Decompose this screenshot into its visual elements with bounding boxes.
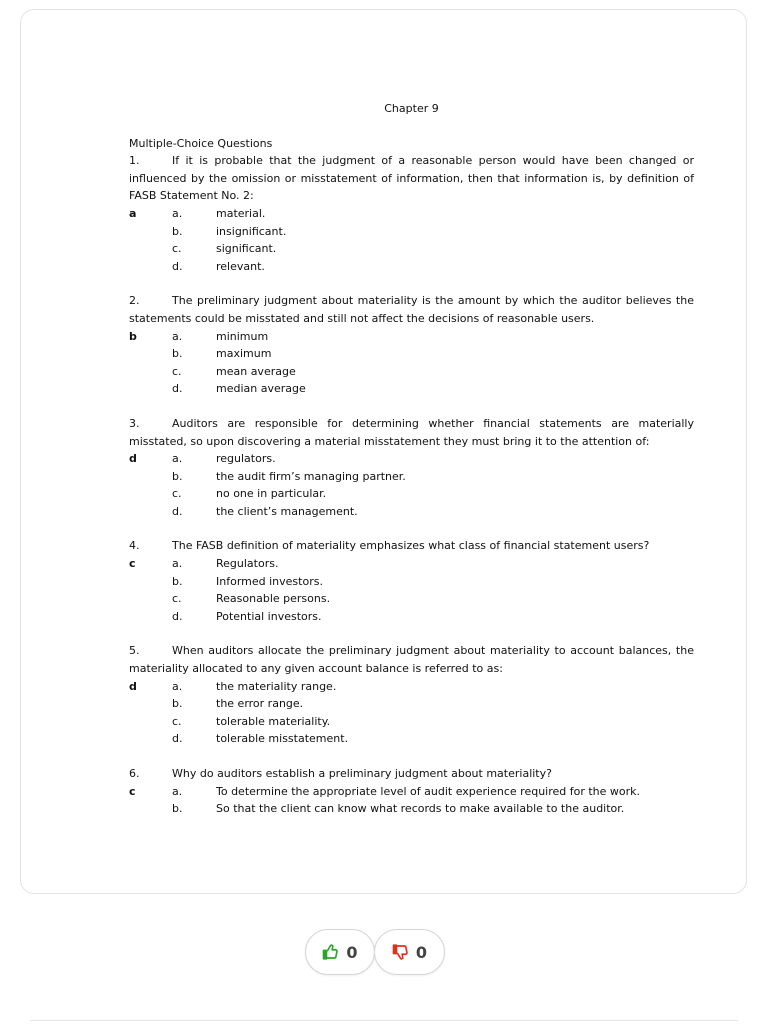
option-letter: a. [172, 452, 183, 466]
question-number: 1. [129, 154, 140, 168]
option-text: the error range. [216, 697, 304, 711]
option-letter: d. [172, 259, 183, 273]
correct-answer-key [129, 713, 172, 731]
correct-answer-key [129, 730, 172, 748]
correct-answer-key [129, 800, 172, 818]
answer-option [129, 363, 694, 381]
dislike-button[interactable] [374, 929, 445, 975]
question-block [129, 642, 694, 748]
answer-option [129, 468, 694, 486]
option-text: significant. [216, 242, 277, 256]
answer-option [129, 678, 694, 696]
question-block [129, 152, 694, 275]
question-block [129, 415, 694, 521]
question-stem [129, 537, 694, 555]
question-block [129, 292, 694, 398]
option-text: maximum [216, 347, 272, 361]
question-stem [129, 152, 694, 205]
option-letter: c. [172, 487, 182, 501]
answer-option [129, 205, 694, 223]
option-text: the client’s management. [216, 504, 358, 518]
correct-answer-key [129, 485, 172, 503]
answer-option [129, 485, 694, 503]
option-letter: b. [172, 224, 183, 238]
answer-option [129, 608, 694, 626]
option-letter: c. [172, 242, 182, 256]
answer-option [129, 328, 694, 346]
answer-option [129, 380, 694, 398]
option-text: no one in particular. [216, 487, 327, 501]
question-block [129, 537, 694, 625]
question-number: 3. [129, 416, 140, 430]
correct-answer-key [129, 573, 172, 591]
question-text: Auditors are responsible for determining whether financial statements are materially misstated, so upon discovering a material misstatement they must bring it to the attention of: [129, 416, 694, 448]
option-text: regulators. [216, 452, 276, 466]
answer-option [129, 730, 694, 748]
option-text: tolerable misstatement. [216, 732, 349, 746]
option-text: the materiality range. [216, 679, 337, 693]
question-stem [129, 415, 694, 450]
correct-answer-key: c [129, 557, 136, 571]
like-button[interactable] [305, 929, 375, 975]
answer-option [129, 345, 694, 363]
answer-option [129, 450, 694, 468]
correct-answer-key [129, 590, 172, 608]
option-text: the audit firm’s managing partner. [216, 469, 406, 483]
option-letter: b. [172, 574, 183, 588]
question-block [129, 765, 694, 818]
correct-answer-key [129, 240, 172, 258]
section-title: Multiple-Choice Questions [129, 136, 273, 150]
option-text: Reasonable persons. [216, 592, 331, 606]
correct-answer-key [129, 258, 172, 276]
option-text: median average [216, 382, 306, 396]
answer-option [129, 695, 694, 713]
option-letter: d. [172, 732, 183, 746]
correct-answer-key [129, 608, 172, 626]
option-letter: d. [172, 609, 183, 623]
option-letter: a. [172, 206, 183, 220]
correct-answer-key: b [129, 329, 137, 343]
correct-answer-key [129, 468, 172, 486]
answer-option [129, 590, 694, 608]
thumbs-up-icon [322, 943, 346, 961]
option-text: tolerable materiality. [216, 714, 331, 728]
question-text: The preliminary judgment about materiality is the amount by which the auditor believes the statements could be misstated and still not affect the decisions of reasonable users. [129, 294, 694, 325]
correct-answer-key [129, 503, 172, 521]
question-stem [129, 765, 694, 783]
option-letter: a. [172, 784, 183, 798]
option-letter: d. [172, 504, 183, 518]
answer-option [129, 713, 694, 731]
option-text: insignificant. [216, 224, 287, 238]
answer-option [129, 223, 694, 241]
option-letter: b. [172, 697, 183, 711]
document-page [129, 100, 694, 835]
chapter-title: Chapter 9 [384, 102, 439, 115]
answer-option [129, 573, 694, 591]
option-letter: d. [172, 382, 183, 396]
correct-answer-key: c [129, 784, 136, 798]
option-text: Potential investors. [216, 609, 322, 623]
dislike-count: 0 [415, 942, 428, 962]
option-letter: a. [172, 679, 183, 693]
correct-answer-key: d [129, 679, 137, 693]
answer-option [129, 555, 694, 573]
question-number: 4. [129, 539, 140, 553]
option-text: relevant. [216, 259, 265, 273]
option-text: So that the client can know what records to make available to the auditor. [216, 802, 625, 816]
option-text: Regulators. [216, 557, 279, 571]
option-letter: b. [172, 802, 183, 816]
correct-answer-key [129, 223, 172, 241]
question-text: If it is probable that the judgment of a reasonable person would have been changed or influenced by the omission or misstatement of information, then that information is, by definition of FASB Statement No. 2: [129, 154, 694, 203]
correct-answer-key [129, 380, 172, 398]
option-letter: b. [172, 469, 183, 483]
option-letter: a. [172, 557, 183, 571]
answer-option [129, 503, 694, 521]
question-number: 6. [129, 767, 140, 780]
correct-answer-key [129, 345, 172, 363]
option-text: Informed investors. [216, 574, 323, 588]
option-letter: a. [172, 329, 183, 343]
question-stem [129, 642, 694, 677]
question-number: 2. [129, 294, 140, 308]
question-stem [129, 292, 694, 327]
vote-bar [305, 929, 445, 977]
question-text: When auditors allocate the preliminary judgment about materiality to account balances, the materiality allocated to any given account balance is referred to as: [129, 644, 694, 676]
option-text: material. [216, 206, 266, 220]
answer-option [129, 800, 694, 818]
like-count: 0 [346, 942, 358, 962]
question-text: The FASB definition of materiality emphasizes what class of financial statement users? [172, 539, 650, 553]
document-card [20, 9, 747, 894]
option-text: mean average [216, 364, 296, 378]
answer-option [129, 258, 694, 276]
question-list [129, 152, 694, 818]
question-text: Why do auditors establish a preliminary judgment about materiality? [172, 767, 552, 780]
option-letter: c. [172, 592, 182, 606]
answer-option [129, 240, 694, 258]
option-letter: b. [172, 347, 183, 361]
correct-answer-key: d [129, 452, 137, 466]
option-letter: c. [172, 364, 182, 378]
correct-answer-key [129, 695, 172, 713]
answer-option [129, 783, 694, 801]
divider [30, 1020, 738, 1021]
correct-answer-key [129, 363, 172, 381]
thumbs-down-icon [392, 943, 416, 961]
option-letter: c. [172, 714, 182, 728]
option-text: minimum [216, 329, 269, 343]
correct-answer-key: a [129, 206, 137, 220]
option-text: To determine the appropriate level of audit experience required for the work. [216, 784, 641, 798]
question-number: 5. [129, 644, 140, 658]
